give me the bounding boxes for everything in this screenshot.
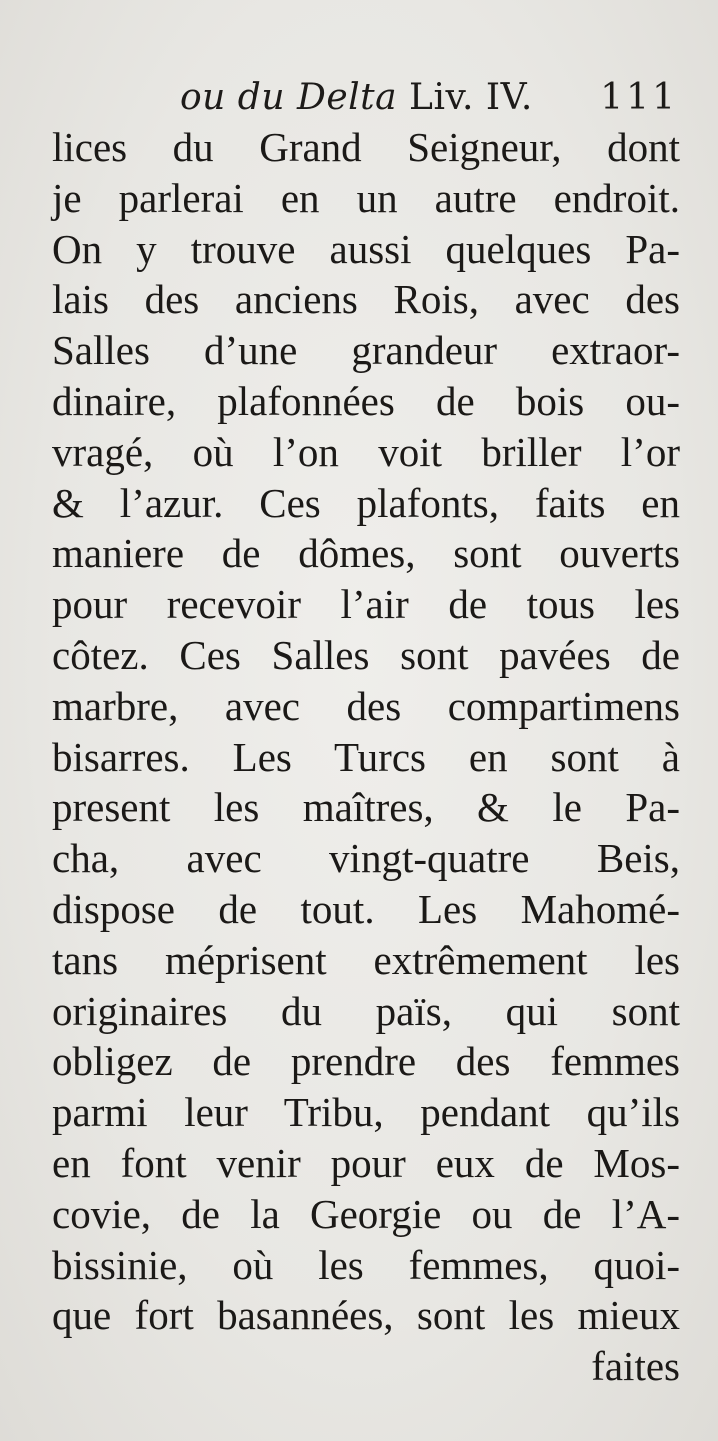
text-line: pour recevoir l’air de tous les [52,581,680,628]
running-title-prefix: ou du Delta [180,77,398,118]
text-line: maniere de dômes, sont ouverts [52,530,680,577]
text-line: tans méprisent extrêmement les [52,936,680,983]
text-line: vragé, où l’on voit briller l’or [52,428,680,475]
text-line: que fort basannées, sont les mieux [52,1292,680,1339]
text-line: dinaire, plafonnées de bois ou- [52,377,680,424]
catchword: faites [591,1343,680,1390]
text-line: cha, avec vingt-quatre Beis, [52,835,680,882]
text-line: obligez de prendre des femmes [52,1038,680,1085]
text-line: je parlerai en un autre endroit. [52,174,680,221]
body-text [52,122,680,1392]
text-line: lais des anciens Rois, avec des [52,276,680,323]
page-header [0,72,718,124]
page-number: 111 [600,77,678,118]
text-line: On y trouve aussi quelques Pa- [52,225,680,272]
text-line: present les maîtres, & le Pa- [52,784,680,831]
text-line: côtez. Ces Salles sont pavées de [52,631,680,678]
text-line: parmi leur Tribu, pendant qu’ils [52,1089,680,1136]
running-title-book: Liv. IV. [409,77,533,118]
text-line: & l’azur. Ces plafonts, faits en [52,479,680,526]
text-line: bissinie, où les femmes, quoi- [52,1241,680,1288]
text-line: marbre, avec des compartimens [52,682,680,729]
running-title [180,72,533,124]
text-line: dispose de tout. Les Mahomé- [52,885,680,932]
text-line: covie, de la Georgie ou de l’A- [52,1190,680,1237]
text-line: Salles d’une grandeur extraor- [52,327,680,374]
text-line: lices du Grand Seigneur, dont [52,124,680,170]
text-line: bisarres. Les Turcs en sont à [52,733,680,780]
text-line: originaires du païs, qui sont [52,987,680,1034]
text-line: en font venir pour eux de Mos- [52,1139,680,1186]
